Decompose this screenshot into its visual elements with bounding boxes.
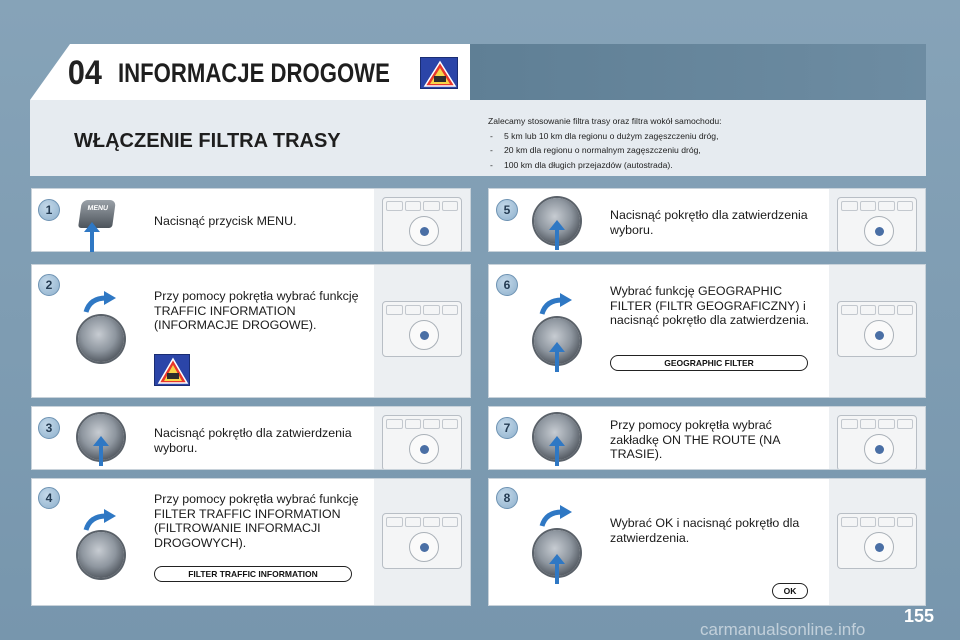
step-number: 2 [38,274,60,296]
traffic-warning-icon [420,57,458,89]
press-arrow-icon [96,436,106,466]
radio-panel-illustration [374,407,470,469]
step-text: Nacisnąć pokrętło dla zatwierdzenia wyboru. [610,208,808,237]
step-number: 8 [496,487,518,509]
radio-panel-illustration [829,479,925,605]
rotate-arrow-icon [82,290,118,314]
radio-panel-illustration [374,189,470,251]
step-number: 3 [38,417,60,439]
step-text: Wybrać OK i nacisnąć pokrętło dla zatwierdzenia. [610,516,800,545]
chapter-number: 04 [67,54,102,92]
rotary-knob-icon [78,316,124,362]
step-text: Przy pomocy pokrętła wybrać funkcję TRAFFIC INFORMATION (INFORMACJE DROGOWE). [154,289,359,332]
menu-button-icon: MENU [78,200,116,228]
section-title: WŁĄCZENIE FILTRA TRASY [74,130,341,152]
page-title: INFORMACJE DROGOWE [118,58,390,88]
geographic-filter-option: GEOGRAPHIC FILTER [610,355,808,371]
ok-option: OK [772,583,808,599]
radio-panel-illustration [829,189,925,251]
filter-traffic-information-option: FILTER TRAFFIC INFORMATION [154,566,352,582]
press-arrow-icon [552,220,562,250]
step-text: Nacisnąć pokrętło dla zatwierdzenia wyboru. [154,426,352,455]
watermark: carmanualsonline.info [700,620,866,639]
radio-panel-illustration [829,407,925,469]
press-arrow-icon [552,436,562,466]
header-bar-right [470,44,926,100]
step-number: 5 [496,199,518,221]
rotate-arrow-icon [82,508,118,532]
press-arrow-icon [552,554,562,584]
step-number: 7 [496,417,518,439]
step-text: Wybrać funkcję GEOGRAPHIC FILTER (FILTR GEOGRAFICZNY) i nacisnąć pokrętło dla zatwierdzenia. [610,284,810,327]
step-number: 1 [38,199,60,221]
note-intro: Zalecamy stosowanie filtra trasy oraz filtra wokół samochodu: [488,116,722,126]
press-arrow-icon [552,342,562,372]
step-number: 4 [38,487,60,509]
traffic-warning-icon [154,354,190,386]
rotary-knob-icon [78,532,124,578]
press-arrow-icon [87,222,97,252]
note-item: - 20 km dla regionu o normalnym zagęszczeniu dróg, [488,143,918,158]
rotate-arrow-icon [538,292,574,316]
page-number: 155 [904,606,935,626]
step-text: Nacisnąć przycisk MENU. [154,214,297,228]
radio-panel-illustration [374,265,470,397]
step-text: Przy pomocy pokrętła wybrać zakładkę ON THE ROUTE (NA TRASIE). [610,418,780,461]
radio-panel-illustration [829,265,925,397]
step-text: Przy pomocy pokrętła wybrać funkcję FILTER TRAFFIC INFORMATION (FILTROWANIE INFORMACJI DROGOWYCH). [154,492,359,550]
note-item: - 100 km dla długich przejazdów (autostrada). [488,158,918,173]
rotate-arrow-icon [538,504,574,528]
note-item: - 5 km lub 10 km dla regionu o dużym zagęszczeniu dróg, [488,129,918,144]
recommendation-note [488,114,918,172]
step-number: 6 [496,274,518,296]
radio-panel-illustration [374,479,470,605]
